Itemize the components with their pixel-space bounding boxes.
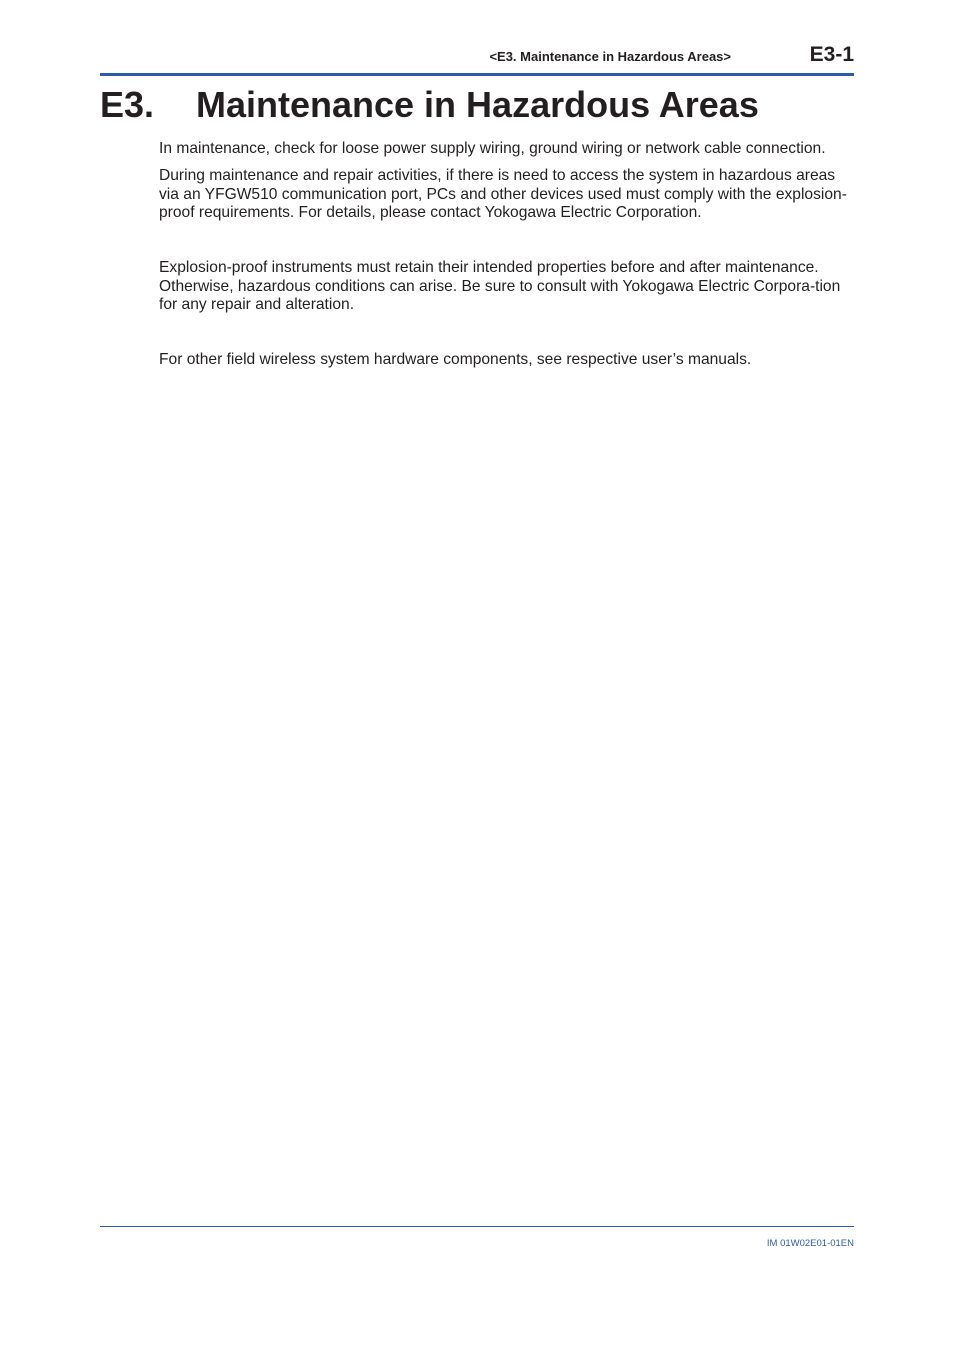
paragraph-hazardous-area-access: During maintenance and repair activities, if there is need to access the system in hazardous areas via an YFGW510 communication port, PCs and other devices used must comply with the explosion-proof requirements. For details, please contact Yokogawa Electric Corporation.	[159, 167, 847, 221]
header-section-title: <E3. Maintenance in Hazardous Areas>	[489, 49, 731, 64]
footer-divider	[100, 1226, 854, 1227]
chapter-title	[100, 84, 759, 126]
running-header	[100, 43, 854, 71]
paragraph-loose-wiring-check: In maintenance, check for loose power supply wiring, ground wiring or network cable connection.	[159, 140, 826, 157]
header-divider	[100, 73, 854, 76]
chapter-title-text: Maintenance in Hazardous Areas	[196, 84, 759, 125]
footer-document-id: IM 01W02E01-01EN	[766, 1238, 854, 1249]
header-page-number: E3-1	[809, 43, 854, 66]
chapter-number: E3.	[100, 84, 155, 125]
paragraph-explosion-proof-properties: Explosion-proof instruments must retain their intended properties before and after maintenance. Otherwise, hazardous conditions can arise. Be sure to consult with Yokogawa Electric Corpora-tion for any repair and alteration.	[159, 259, 841, 313]
paragraph-other-components: For other field wireless system hardware components, see respective user’s manuals.	[159, 351, 752, 368]
